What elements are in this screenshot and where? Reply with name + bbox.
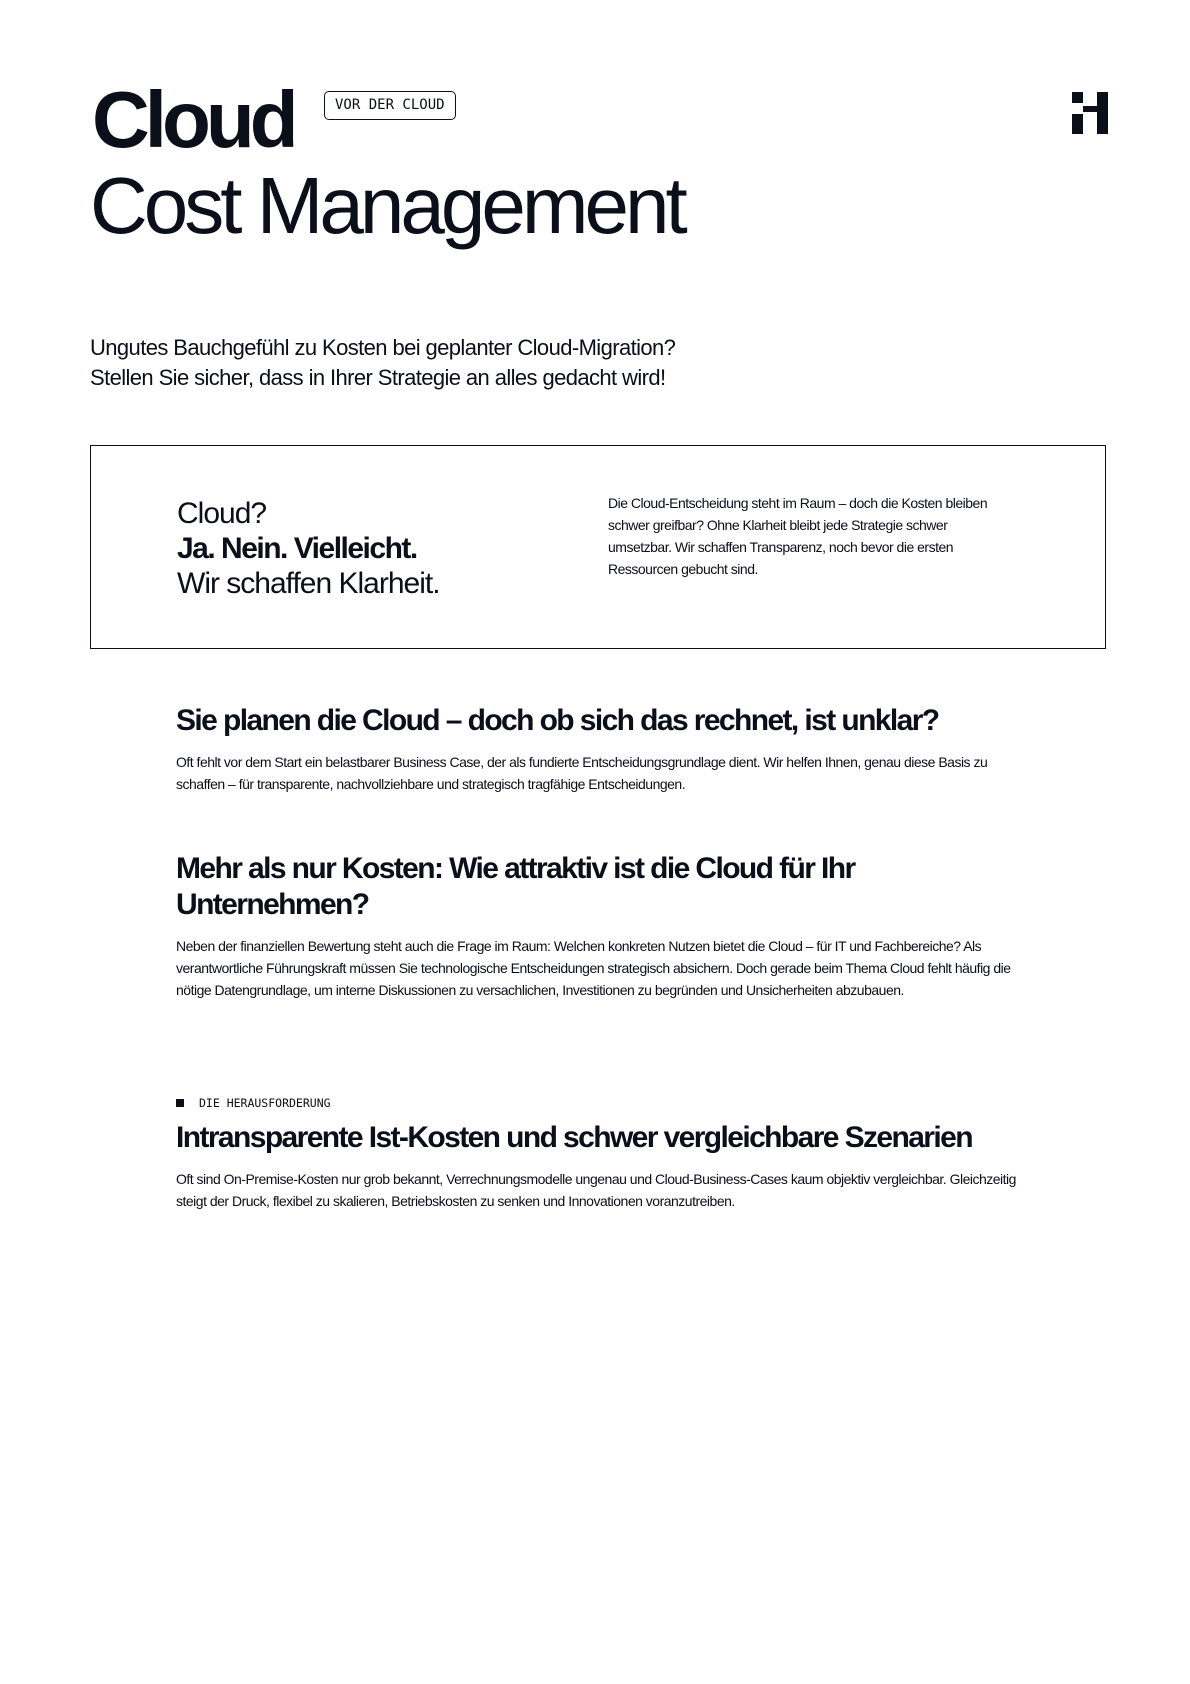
logo-bar-middle [1083,106,1097,112]
section-heading: Intransparente Ist-Kosten und schwer vergleichbare Szenarien [176,1121,972,1154]
section-attractiveness [176,851,1036,1001]
claim-line-2: Ja. Nein. Vielleicht. [177,532,417,565]
section-body: Oft fehlt vor dem Start ein belastbarer Business Case, der als fundierte Entscheidungsgrundlage dient. Wir helfen Ihnen, genau diese Basis zu schaffen – für transparente, nachvollziehbare und strategisch tragfähige Entscheidungen. [176,754,988,792]
intro-text [90,333,990,393]
phase-badge: VOR DER CLOUD [324,91,456,120]
section-challenge [176,1096,1036,1212]
claim-line-3: Wir schaffen Klarheit. [177,567,440,600]
logo-bar-right [1097,92,1108,134]
section-planning [176,703,1036,795]
page-title-line2: Cost Management [90,161,684,250]
section-eyebrow [176,1096,1036,1110]
logo-block-top-left [1072,92,1083,103]
highlight-description: Die Cloud-Entscheidung steht im Raum – doch die Kosten bleiben schwer greifbar? Ohne Klarheit bleibt jede Strategie schwer umsetzbar. Wir schaffen Transparenz, noch bevor die ersten Ressourcen gebucht sind. [608,495,988,577]
square-bullet-icon [176,1099,184,1107]
logo-block-bottom-left [1072,114,1083,134]
brand-logo-icon [1072,92,1108,134]
intro-line-1: Ungutes Bauchgefühl zu Kosten bei geplanter Cloud-Migration? [90,335,676,360]
intro-line-2: Stellen Sie sicher, dass in Ihrer Strategie an alles gedacht wird! [90,365,666,390]
claim-line-1: Cloud? [177,497,267,530]
section-body: Oft sind On-Premise-Kosten nur grob bekannt, Verrechnungsmodelle ungenau und Cloud-Business-Cases kaum objektiv vergleichbar. Gleichzeitig steigt der Druck, flexibel zu skalieren, Betriebskosten zu senken und Innovationen voranzutreiben. [176,1171,1016,1209]
eyebrow-label: DIE HERAUSFORDERUNG [199,1096,331,1110]
section-heading: Sie planen die Cloud – doch ob sich das rechnet, ist unklar? [176,704,939,737]
section-body: Neben der finanziellen Bewertung steht auch die Frage im Raum: Welchen konkreten Nutzen bietet die Cloud – für IT und Fachbereiche? Als verantwortliche Führungskraft müssen Sie technologische Entscheidungen strategisch absichern. Doch gerade beim Thema Cloud fehlt häufig die nötige Datengrundlage, um interne Diskussionen zu versachlichen, Investitionen zu begründen und Unsicherheiten abzubauen. [176,938,1011,998]
highlight-claim [177,496,440,601]
section-heading: Mehr als nur Kosten: Wie attraktiv ist die Cloud für Ihr Unternehmen? [176,852,855,921]
page-title-line1: Cloud [92,75,294,164]
highlight-box [90,445,1106,649]
